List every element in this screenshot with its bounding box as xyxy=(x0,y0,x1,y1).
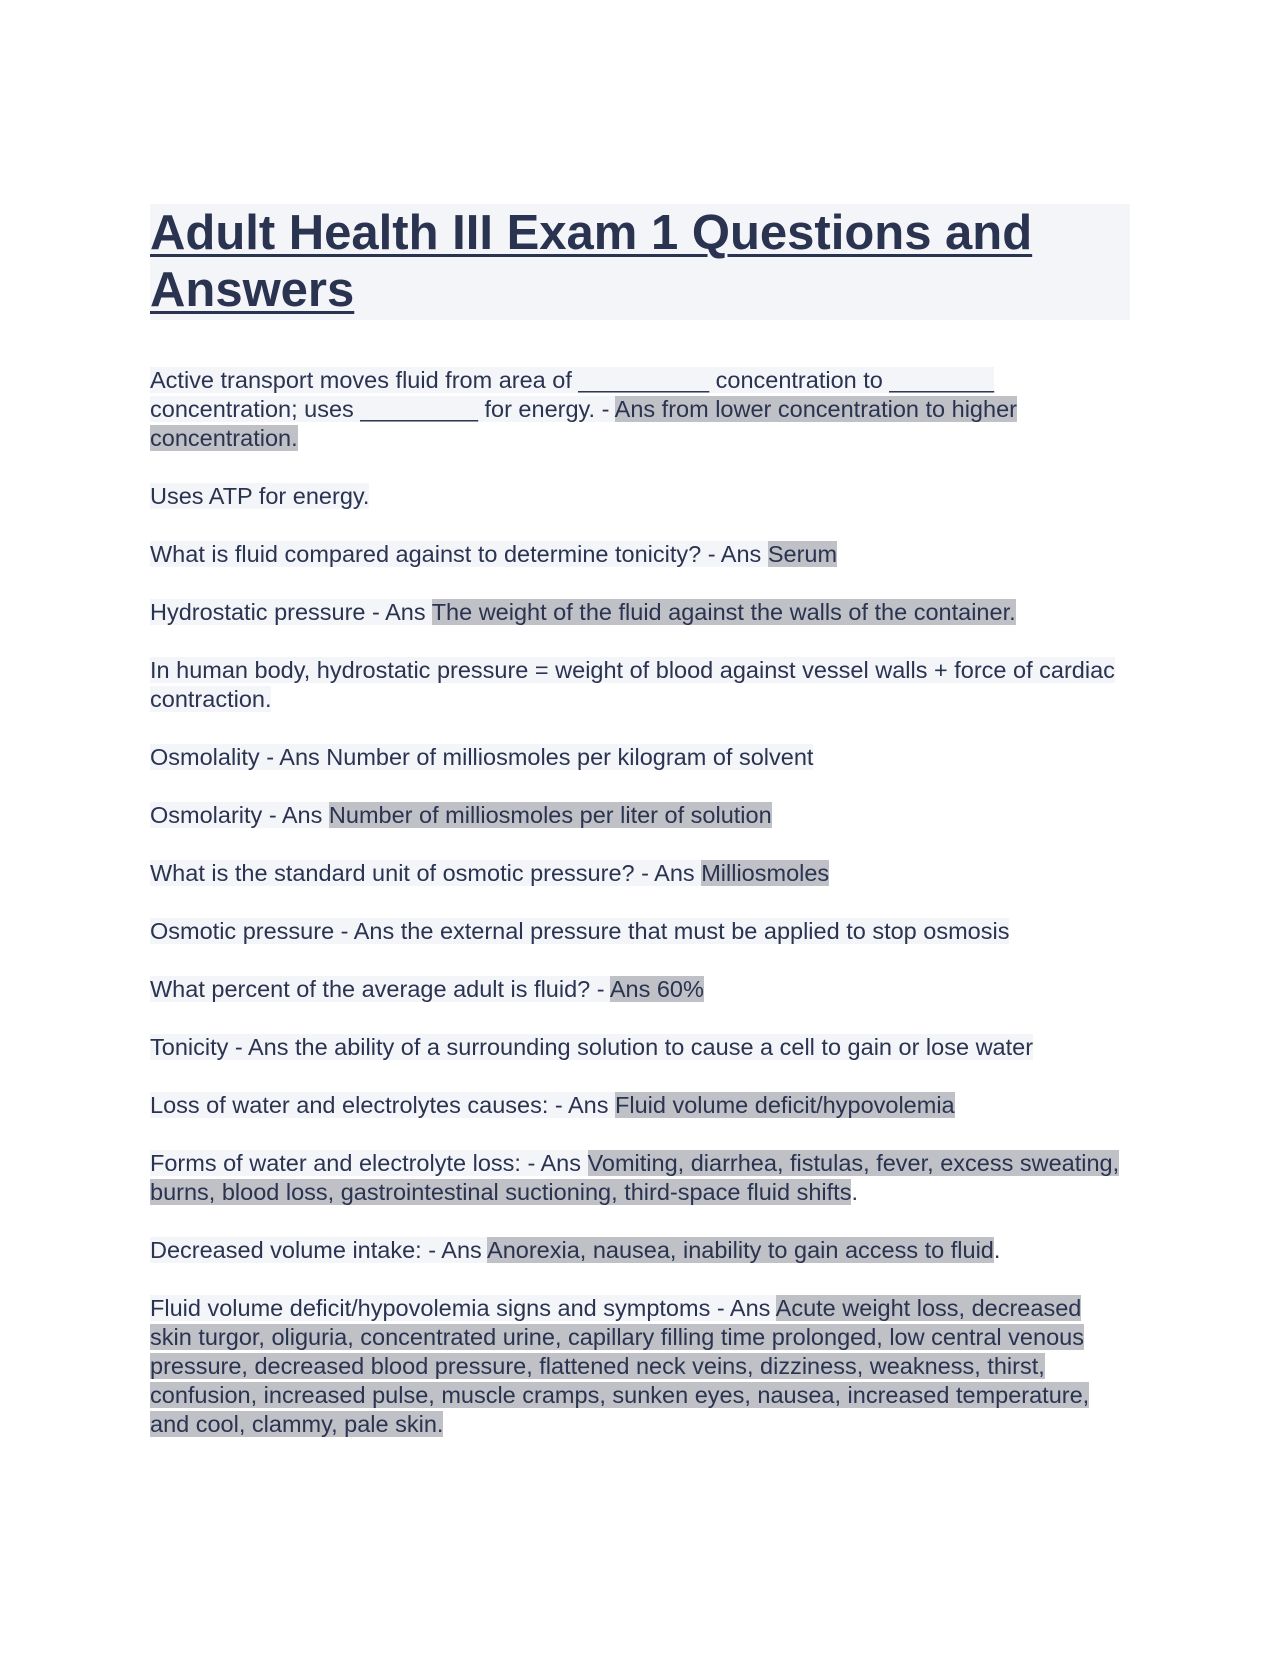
qa-item-loss-forms xyxy=(150,1149,1120,1207)
answer-tail: . xyxy=(993,1237,1001,1263)
answer-text: Vomiting, diarrhea, fistulas, fever, excess sweating, burns, blood loss, gastrointestinal suctioning, third-space fluid shifts xyxy=(150,1150,1120,1205)
question-text: What is fluid compared against to determine tonicity? - Ans xyxy=(150,541,768,567)
qa-item-water-loss-causes xyxy=(150,1091,1120,1120)
qa-item-tonicity xyxy=(150,1033,1120,1062)
qa-item-active-transport xyxy=(150,366,1120,453)
question-text: Hydrostatic pressure - Ans xyxy=(150,599,432,625)
note-hydrostatic-body xyxy=(150,656,1120,714)
answer-text: Milliosmoles xyxy=(701,860,830,886)
answer-text: Acute weight loss, decreased skin turgor, oliguria, concentrated urine, capillary filling time prolonged, low central venous pressure, decreased blood pressure, flattened neck veins, dizziness, weakness, thirst, confusion, increased pulse, muscle cramps, sunken eyes, nausea, increased temperature, and cool, clammy, pale skin. xyxy=(150,1295,1090,1437)
answer-text: The weight of the fluid against the walls of the container. xyxy=(431,599,1016,625)
question-text: Fluid volume deficit/hypovolemia signs and symptoms - Ans xyxy=(150,1295,776,1321)
question-text: Loss of water and electrolytes causes: - Ans xyxy=(150,1092,616,1118)
qa-item-osmolality xyxy=(150,743,1120,772)
answer-text: Ans from lower concentration to higher concentration. xyxy=(150,396,1017,451)
qa-item-decreased-intake xyxy=(150,1236,1120,1265)
question-text: Forms of water and electrolyte loss: - Ans xyxy=(150,1150,588,1176)
document-title: Adult Health III Exam 1 Questions and Answers xyxy=(150,206,1033,317)
question-text: Decreased volume intake: - Ans xyxy=(150,1237,488,1263)
question-text: Active transport moves fluid from area of __________ concentration to ________ concentration; uses _________ for energy. - xyxy=(150,367,994,422)
answer-tail: . xyxy=(851,1179,858,1205)
answer-text: Ans 60% xyxy=(609,976,704,1002)
document-page xyxy=(150,204,1130,1468)
answer-text: Number of milliosmoles per liter of solution xyxy=(328,802,772,828)
qa-item-hydrostatic-pressure xyxy=(150,598,1120,627)
answer-text: Fluid volume deficit/hypovolemia xyxy=(615,1092,955,1118)
qa-text: Osmotic pressure - Ans the external pressure that must be applied to stop osmosis xyxy=(150,918,1010,944)
qa-item-hypovolemia-symptoms xyxy=(150,1294,1120,1439)
answer-text: Serum xyxy=(767,541,838,567)
question-text: What is the standard unit of osmotic pressure? - Ans xyxy=(150,860,702,886)
note-atp xyxy=(150,482,1120,511)
qa-item-osmolarity xyxy=(150,801,1120,830)
qa-item-tonicity-compare xyxy=(150,540,1120,569)
qa-item-osmotic-pressure xyxy=(150,917,1120,946)
note-text: Uses ATP for energy. xyxy=(150,483,370,509)
qa-text: Tonicity - Ans the ability of a surrounding solution to cause a cell to gain or lose water xyxy=(150,1034,1034,1060)
answer-text: Anorexia, nausea, inability to gain access to fluid xyxy=(487,1237,994,1263)
qa-item-osmotic-unit xyxy=(150,859,1120,888)
qa-text: Osmolality - Ans Number of milliosmoles per kilogram of solvent xyxy=(150,744,814,770)
question-text: Osmolarity - Ans xyxy=(150,802,329,828)
qa-item-fluid-percent xyxy=(150,975,1120,1004)
note-text: In human body, hydrostatic pressure = weight of blood against vessel walls + force of cardiac contraction. xyxy=(150,657,1115,712)
question-text: What percent of the average adult is fluid? - xyxy=(150,976,610,1002)
title-block xyxy=(150,204,1130,320)
